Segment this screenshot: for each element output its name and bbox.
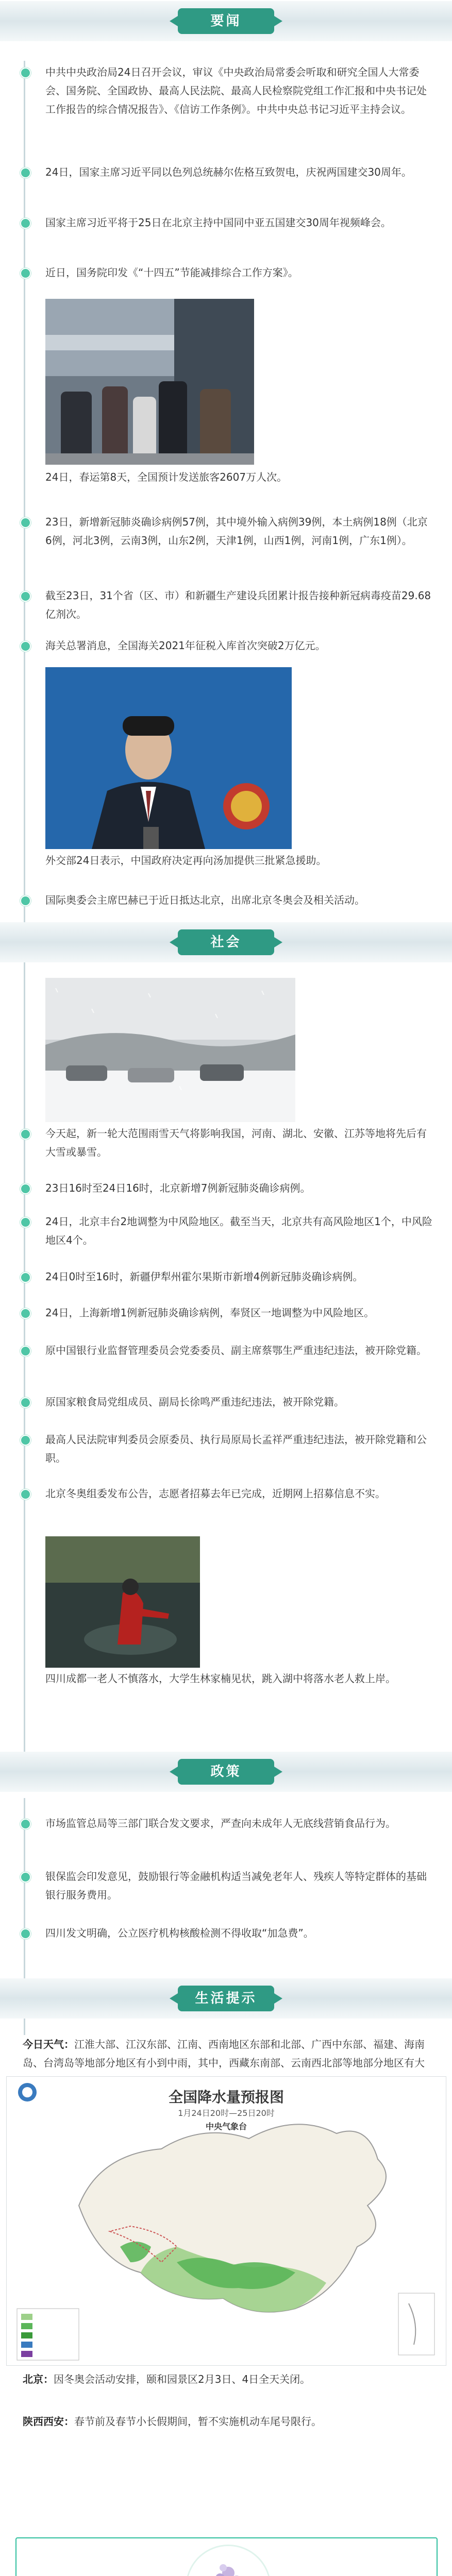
timeline-dot [20,1308,31,1319]
timeline-dot [20,1928,31,1939]
headline-item: 海关总署消息，全国海关2021年征税入库首次突破2万亿元。 [45,639,326,652]
beijing-text: 因冬奥会活动安排，颐和园景区2月3日、4日全天关闭。 [54,2373,311,2385]
map-title: 全国降水量预报图 [168,2089,284,2106]
lake-rescue-photo [45,1536,200,1668]
timeline-dot [20,1397,31,1408]
closing-card [15,2537,438,2576]
timeline-dot [20,218,31,229]
society-item: 24日，北京丰台2地调整为中风险地区。截至当天，北京共有高风险地区1个，中风险地区4个。 [45,1215,432,1246]
timeline-dot [20,1819,31,1829]
section-header-life [0,1978,452,2019]
timeline-line [24,61,25,1004]
weather-label: 今日天气： [23,2038,74,2050]
weather-text: 江淮大部、江汉东部、江南、西南地区东部和北部、广西中东部、福建、海南岛、台湾岛等地部分地区有小到中雨，其中，西藏东南部、云南西北部等地部分地区有大 [23,2038,425,2069]
map-source: 中央气象台 [205,2122,247,2131]
headline-item: 中共中央政治局24日召开会议，审议《中央政治局常委会听取和研究全国人大常委会、国务院、全国政协、最高人民法院、最高人民检察院党组工作汇报和中央书记处工作报告的综合情况报告》、《信访工作条例》。中共中央总书记习近平主持会议。 [45,66,427,115]
section-title-headlines: 要闻 [178,8,274,34]
headline-item: 24日，春运第8天，全国预计发送旅客2607万人次。 [45,471,288,483]
timeline-dot [20,517,31,528]
society-item: 24日0时至16时，新疆伊犁州霍尔果斯市新增4例新冠肺炎确诊病例。 [45,1270,363,1283]
beijing-label: 北京： [23,2373,54,2385]
headline-item: 截至23日，31个省（区、市）和新疆生产建设兵团累计报告接种新冠病毒疫苗29.68亿剂次。 [45,589,431,620]
shaanxi-text: 春节前及春节小长假期间，暂不实施机动车尾号限行。 [74,2415,322,2428]
policy-item: 市场监管总局等三部门联合发文要求，严查向未成年人无底线营销食品行为。 [45,1817,396,1829]
society-item: 原国家粮食局党组成员、副局长徐鸣严重违纪违法，被开除党籍。 [45,1396,344,1408]
society-item: 23日16时至24日16时，北京新增7例新冠肺炎确诊病例。 [45,1182,311,1194]
section-header-society [0,922,452,962]
timeline-dot [20,1872,31,1883]
society-item: 北京冬奥组委发布公告，志愿者招募去年已完成，近期网上招募信息不实。 [45,1487,386,1500]
flower-illustration [186,2545,271,2576]
shaanxi-label: 陕西西安： [23,2415,74,2428]
train-station-photo [45,299,254,465]
shaanxi-note [23,2412,430,2431]
society-item: 原中国银行业监督管理委员会党委委员、副主席蔡鄂生严重违纪违法，被开除党籍。 [45,1344,427,1357]
timeline-dot [20,1346,31,1357]
section-title-life: 生活提示 [178,1986,274,2011]
society-item: 四川成都一老人不慎落水，大学生林家楠见状，跳入湖中将落水老人救上岸。 [45,1672,396,1685]
timeline-dot [20,1272,31,1283]
timeline-dot [20,1435,31,1446]
timeline-dot [20,268,31,279]
timeline-line [24,969,25,1762]
section-header-policy [0,1752,452,1792]
policy-item: 四川发文明确，公立医疗机构核酸检测不得收取“加急费”。 [45,1927,314,1939]
snow-street-photo [45,978,295,1122]
headline-item: 国家主席习近平将于25日在北京主持中国同中亚五国建交30周年视频峰会。 [45,216,391,229]
beijing-note [23,2370,430,2388]
headline-item: 近日，国务院印发《“十四五”节能减排综合工作方案》。 [45,266,298,279]
press-conference-photo [45,667,292,849]
headline-item: 23日，新增新冠肺炎确诊病例57例，其中境外输入病例39例，本土病例18例（北京6例，河北3例，云南3例，山东2例，天津1例，山西1例，河南1例，广东1例）。 [45,516,428,547]
timeline-dot [20,1489,31,1500]
precipitation-map [6,2076,446,2366]
timeline-dot [20,67,31,78]
society-item: 24日，上海新增1例新冠肺炎确诊病例，奉贤区一地调整为中风险地区。 [45,1307,375,1319]
timeline-dot [20,167,31,178]
section-title-society: 社会 [178,929,274,955]
section-header-headlines [0,1,452,41]
headline-item: 24日，国家主席习近平同以色列总统赫尔佐格互致贺电，庆祝两国建交30周年。 [45,166,412,178]
policy-item: 银保监会印发意见，鼓励银行等金融机构适当减免老年人、残疾人等特定群体的基础银行服务费用。 [45,1870,427,1901]
timeline-dot [20,1217,31,1228]
society-item: 今天起，新一轮大范围雨雪天气将影响我国，河南、湖北、安徽、江苏等地将先后有大雪或暴雪。 [45,1127,427,1158]
timeline-dot [20,895,31,906]
timeline-dot [20,591,31,602]
map-subtitle: 1月24日20时—25日20时 [178,2108,275,2118]
section-title-policy: 政策 [178,1759,274,1785]
timeline-dot [20,1183,31,1194]
timeline-dot [20,641,31,652]
headline-item: 国际奥委会主席巴赫已于近日抵达北京，出席北京冬奥会及相关活动。 [45,894,365,906]
timeline-dot [20,1129,31,1140]
society-item: 最高人民法院审判委员会原委员、执行局原局长孟祥严重违纪违法，被开除党籍和公职。 [45,1433,427,1464]
headline-item: 外交部24日表示，中国政府决定再向汤加提供三批紧急援助。 [45,854,327,867]
